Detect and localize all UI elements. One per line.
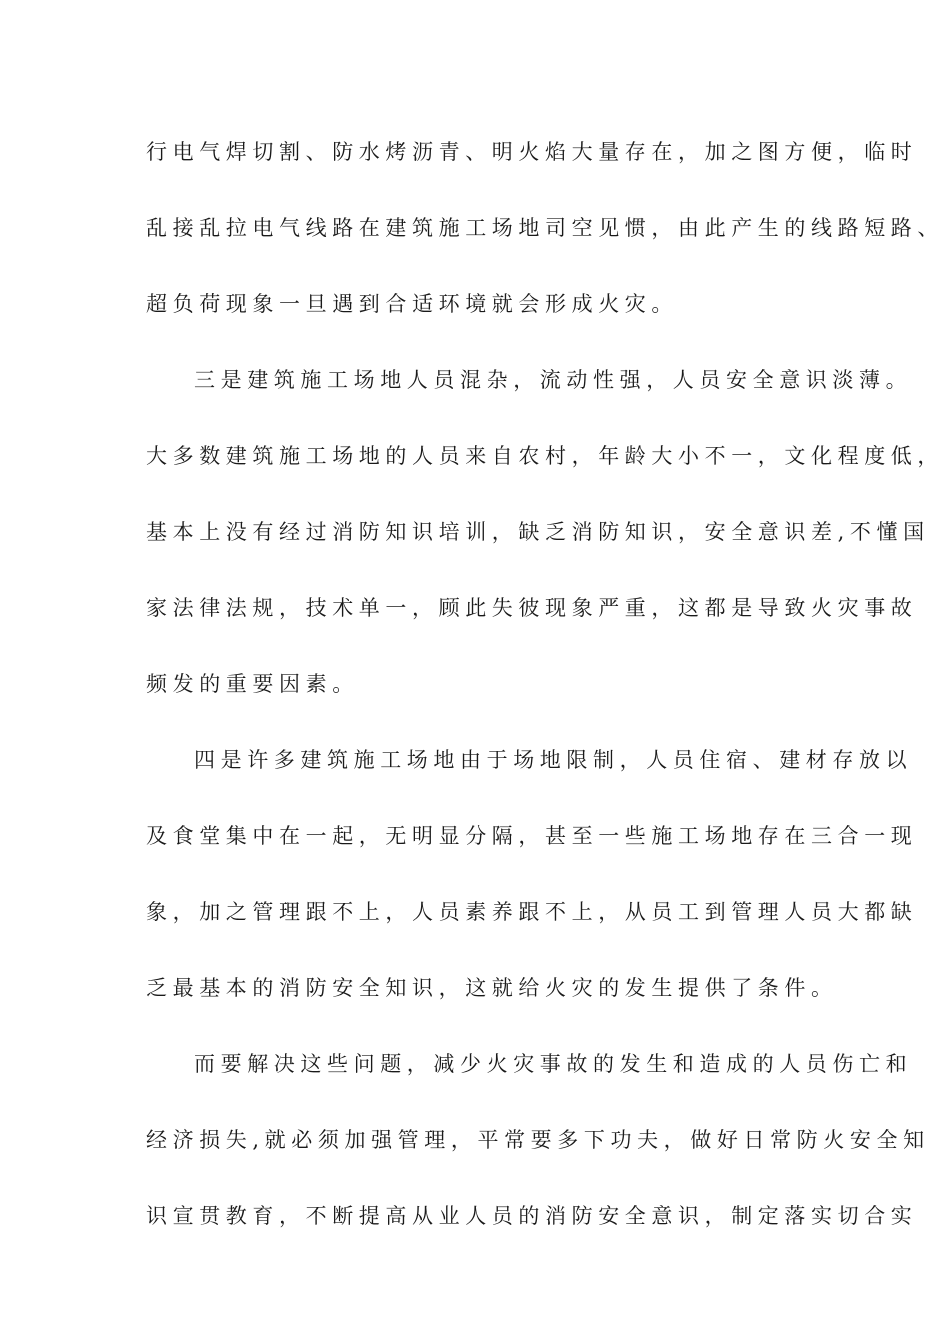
text-line-2: 乱接乱拉电气线路在建筑施工场地司空见惯，由此产生的线路短路、 (146, 216, 944, 240)
text-line-14: 经济损失,就必须加强管理，平常要多下功夫，做好日常防火安全知 (146, 1128, 930, 1152)
paragraph-5-start: 而要解决这些问题，减少火灾事故的发生和造成的人员伤亡和 (194, 1052, 913, 1076)
text-line-15: 识宣贯教育，不断提高从业人员的消防安全意识，制定落实切合实 (146, 1204, 918, 1228)
paragraph-4-start: 四是许多建筑施工场地由于场地限制，人员住宿、建材存放以 (194, 748, 913, 772)
text-line-11: 象，加之管理跟不上，人员素养跟不上，从员工到管理人员大都缺 (146, 900, 918, 924)
text-line-10: 及食堂集中在一起，无明显分隔，甚至一些施工场地存在三合一现 (146, 824, 918, 848)
text-line-7: 家法律法规，技术单一，顾此失彼现象严重，这都是导致火灾事故 (146, 596, 918, 620)
text-line-1: 行电气焊切割、防水烤沥青、明火焰大量存在，加之图方便，临时 (146, 140, 918, 164)
text-line-3: 超负荷现象一旦遇到合适环境就会形成火灾。 (146, 292, 678, 316)
text-line-12: 乏最基本的消防安全知识，这就给火灾的发生提供了条件。 (146, 976, 838, 1000)
text-line-8: 频发的重要因素。 (146, 672, 359, 696)
text-line-6: 基本上没有经过消防知识培训，缺乏消防知识，安全意识差,不懂国 (146, 520, 930, 544)
text-line-5: 大多数建筑施工场地的人员来自农村，年龄大小不一，文化程度低， (146, 444, 944, 468)
paragraph-3-start: 三是建筑施工场地人员混杂，流动性强，人员安全意识淡薄。 (194, 368, 913, 392)
